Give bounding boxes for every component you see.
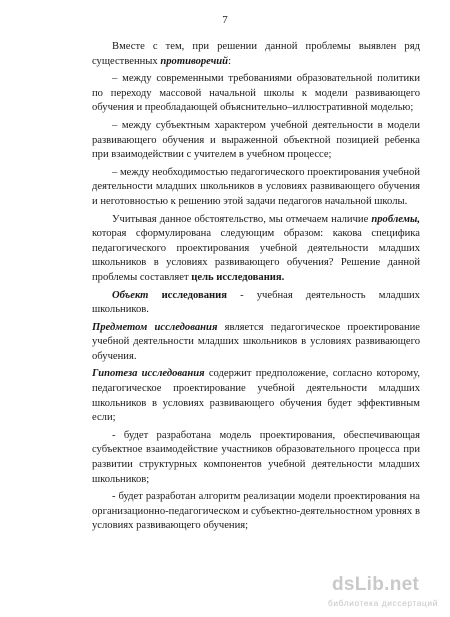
hypothesis-text: содержит предположение, согласно которому, педагогическое проектирование учебной деятельности младших школьников в условиях развивающего обучения будет эффективным если; (92, 368, 420, 424)
watermark-caption: библиотека диссертаций (328, 598, 438, 608)
contradictions-intro-text: Вместе с тем, при решении данной проблемы выявлен ряд существенных (92, 41, 420, 67)
hypothesis-paragraph (92, 367, 420, 425)
problem-intro: Учитывая данное обстоятельство, мы отмечаем наличие (112, 213, 372, 225)
object-term: Объект (112, 289, 149, 301)
hypothesis-term: Гипотеза исследования (92, 368, 205, 380)
object-paragraph (92, 289, 420, 318)
hypothesis-condition: - будет разработан алгоритм реализации модели проектирования на организационно-педагогическом и субъектно-деятельностном уровнях в условиях развивающего обучения; (92, 491, 420, 532)
contradictions-colon: : (228, 55, 232, 67)
object-term-suffix: исследования (148, 289, 227, 301)
problem-term: проблемы, (371, 213, 420, 225)
watermark-logo: dsLib.net (332, 574, 420, 595)
subject-paragraph (92, 321, 420, 365)
contradiction-item: – между современными требованиями образовательной политики по переходу массовой начальной школы к модели развивающего обучения и преобладающей объяснительно–иллюстративной моделью; (92, 73, 420, 114)
contradictions-term: противоречий (160, 55, 229, 67)
hypothesis-condition: - будет разработана модель проектирования, обеспечивающая субъектное взаимодействие участников образовательного процесса при развитии структурных компонентов учебной деятельности младших школьников; (92, 429, 420, 485)
object-text: - учебная деятельность младших школьников. (92, 289, 420, 316)
contradiction-item: – между необходимостью педагогического проектирования учебной деятельности младших школьников в условиях развивающего обучения и неготовностью к решению этой задачи педагогов начальной школы. (92, 166, 421, 207)
problem-text: которая сформулирована следующим образом: какова специфика педагогического проектирования учебной деятельности младших школьников в условиях развивающего обучения? Решение данной проблемы составляет (92, 228, 420, 283)
research-goal-term: цель исследования. (191, 271, 285, 283)
watermark (318, 574, 448, 614)
subject-term: Предметом исследования (92, 321, 218, 333)
body-text (92, 40, 420, 537)
contradictions-intro (92, 40, 420, 69)
contradiction-item: – между субъектным характером учебной деятельности в модели развивающего обучения и выраженной объектной позицией ребенка при взаимодействии с учителем в учебном процессе; (92, 119, 420, 161)
problem-paragraph (92, 213, 420, 286)
page-number: 7 (222, 14, 228, 26)
subject-text: является педагогическое проектирование учебной деятельности младших школьников в условиях развивающего обучения. (92, 321, 420, 362)
